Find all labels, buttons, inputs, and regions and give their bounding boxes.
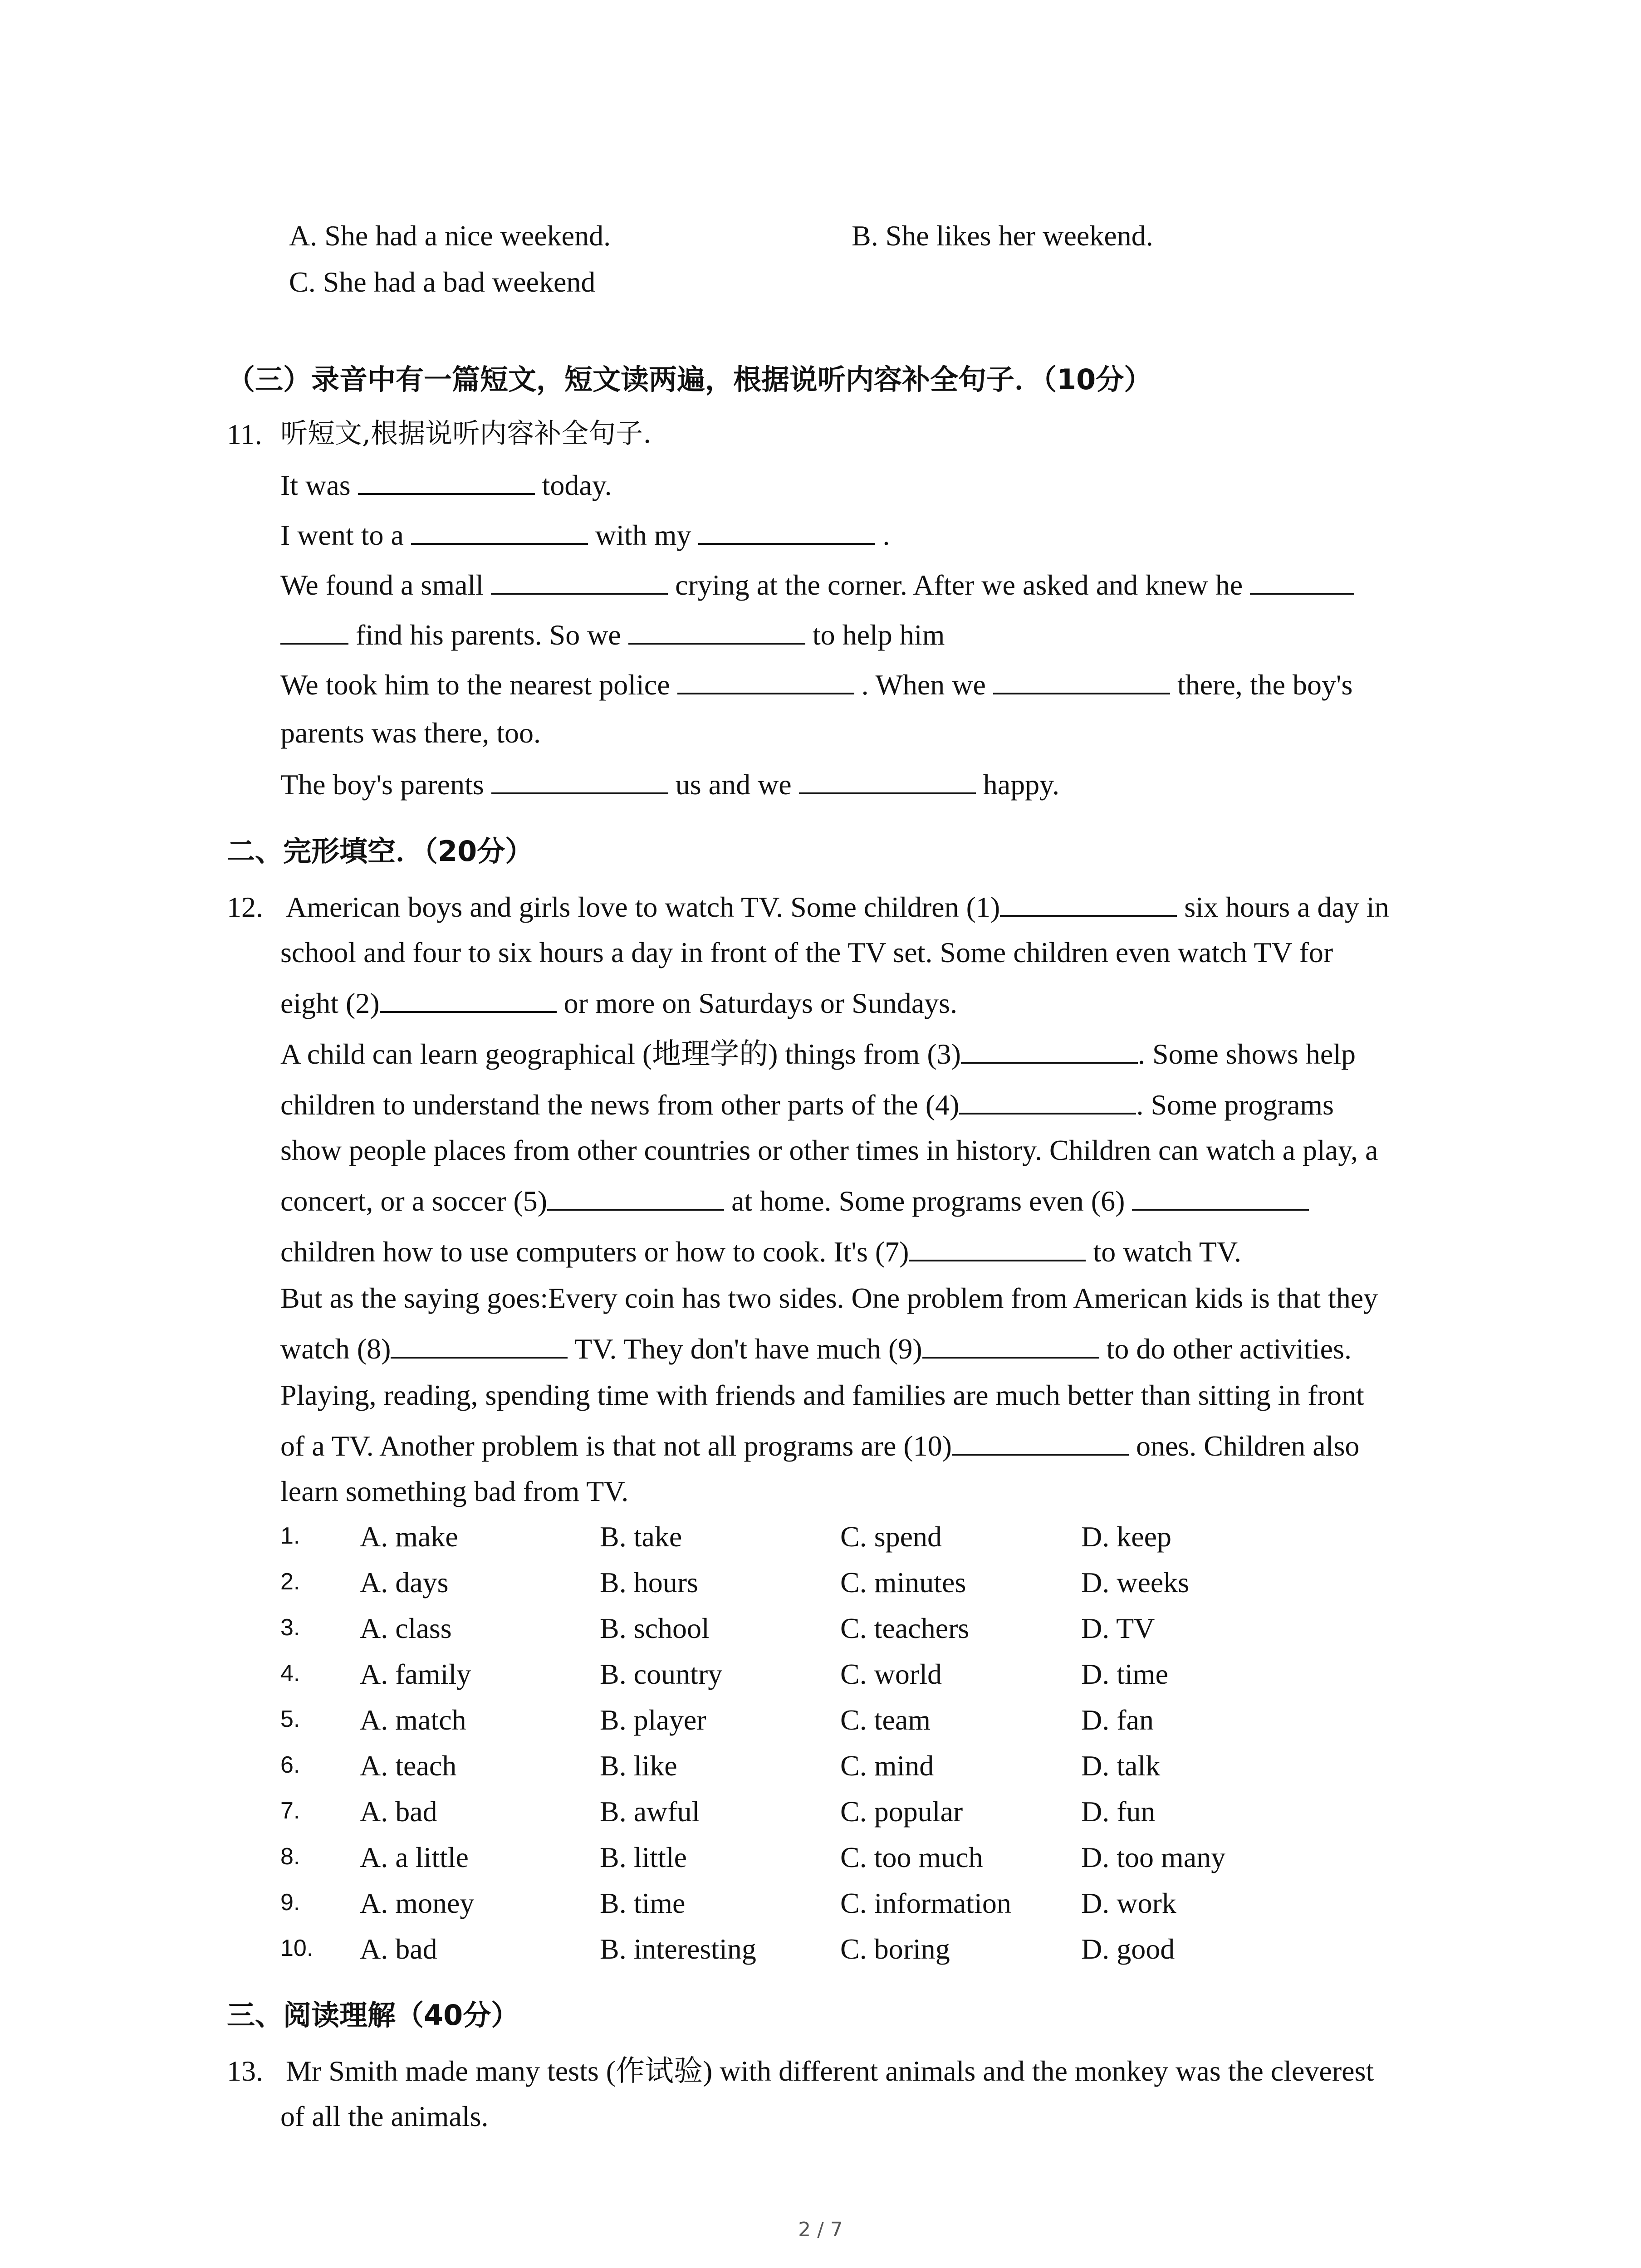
answer-blank[interactable] xyxy=(922,1337,1099,1359)
q11-line-2: I went to a with my . xyxy=(280,519,890,551)
option-a[interactable]: A. class xyxy=(360,1612,452,1644)
option-b[interactable]: B. player xyxy=(600,1704,706,1736)
passage-line: But as the saying goes:Every coin has two sides. One problem from American kids is that they xyxy=(280,1282,1378,1314)
q11-line-6: parents was there, too. xyxy=(280,717,541,749)
option-c[interactable]: C. world xyxy=(840,1658,942,1690)
answer-blank[interactable] xyxy=(491,772,668,794)
option-c[interactable]: C. too much xyxy=(840,1841,983,1873)
passage-line: learn something bad from TV. xyxy=(280,1475,629,1507)
option-c[interactable]: C. mind xyxy=(840,1750,934,1782)
option-d[interactable]: D. TV xyxy=(1081,1612,1155,1644)
answer-blank[interactable] xyxy=(677,673,854,694)
answer-blank[interactable] xyxy=(1250,573,1354,595)
option-a[interactable]: A. money xyxy=(360,1887,475,1919)
option-b[interactable]: B. like xyxy=(600,1750,677,1782)
option-number: 2. xyxy=(280,1569,300,1595)
section-heading-listening: （三）录音中有一篇短文，短文读两遍，根据说听内容补全句子．（10分） xyxy=(227,363,1152,396)
q11-line-1: It was today. xyxy=(280,469,612,501)
option-a[interactable]: A. match xyxy=(360,1704,466,1736)
option-d[interactable]: D. weeks xyxy=(1081,1566,1190,1598)
option-b[interactable]: B. little xyxy=(600,1841,687,1873)
answer-blank[interactable] xyxy=(698,523,875,545)
question-prompt: 听短文,根据说听内容补全句子. xyxy=(280,418,652,450)
option-d[interactable]: D. time xyxy=(1081,1658,1168,1690)
answer-blank[interactable] xyxy=(391,1337,568,1359)
option-number: 4. xyxy=(280,1660,300,1686)
answer-blank[interactable] xyxy=(547,1189,724,1211)
option-b[interactable]: B. country xyxy=(600,1658,723,1690)
option-a[interactable]: A. family xyxy=(360,1658,471,1690)
page-number: 2 / 7 xyxy=(798,2218,843,2241)
option-number: 6. xyxy=(280,1752,300,1778)
answer-blank[interactable] xyxy=(993,673,1170,694)
passage-line: of all the animals. xyxy=(280,2100,489,2132)
question-number: 12. xyxy=(227,891,263,923)
option-b[interactable]: B. time xyxy=(600,1887,686,1919)
passage-line: show people places from other countries or other times in history. Children can watch a play, a xyxy=(280,1134,1378,1166)
answer-blank[interactable] xyxy=(961,1042,1138,1064)
section-heading-reading: 三、阅读理解（40分） xyxy=(227,1999,519,2032)
option-number: 7. xyxy=(280,1798,300,1824)
answer-blank[interactable] xyxy=(1000,895,1177,917)
passage-line: Playing, reading, spending time with friends and families are much better than sitting in front xyxy=(280,1379,1364,1411)
option-number: 10. xyxy=(280,1935,314,1961)
passage-line: of a TV. Another problem is that not all programs are (10) ones. Children also xyxy=(280,1430,1360,1462)
option-c[interactable]: C. spend xyxy=(840,1520,942,1553)
option-b[interactable]: B. take xyxy=(600,1520,682,1553)
q11-line-5: We took him to the nearest police . When we there, the boy's xyxy=(280,669,1353,701)
option-a[interactable]: A. days xyxy=(360,1566,449,1598)
q11-line-4: find his parents. So we to help him xyxy=(280,621,945,650)
option-d[interactable]: D. keep xyxy=(1081,1520,1172,1553)
answer-blank[interactable] xyxy=(380,991,557,1013)
option-d[interactable]: D. fan xyxy=(1081,1704,1154,1736)
option-d[interactable]: D. good xyxy=(1081,1933,1175,1965)
option-b[interactable]: B. awful xyxy=(600,1795,700,1828)
passage-line: watch (8) TV. They don't have much (9) to do other activities. xyxy=(280,1333,1352,1365)
question-number: 11. xyxy=(227,418,262,450)
option-d[interactable]: D. too many xyxy=(1081,1841,1226,1873)
option-b[interactable]: B. hours xyxy=(600,1566,698,1598)
option-c[interactable]: C. minutes xyxy=(840,1566,966,1598)
option-number: 5. xyxy=(280,1706,300,1732)
option-a[interactable]: A. a little xyxy=(360,1841,469,1873)
option-b[interactable]: B. school xyxy=(600,1612,710,1644)
option-number: 1. xyxy=(280,1523,300,1549)
passage-line: A child can learn geographical (地理学的) things from (3) . Some shows help xyxy=(280,1038,1356,1070)
q10-option-a: A. She had a nice weekend. xyxy=(289,220,611,252)
answer-blank[interactable] xyxy=(411,523,588,545)
answer-blank[interactable] xyxy=(959,1093,1136,1114)
option-c[interactable]: C. boring xyxy=(840,1933,950,1965)
option-c[interactable]: C. popular xyxy=(840,1795,963,1828)
answer-blank[interactable] xyxy=(280,623,348,645)
option-number: 3. xyxy=(280,1614,300,1641)
option-d[interactable]: D. fun xyxy=(1081,1795,1156,1828)
option-a[interactable]: A. bad xyxy=(360,1933,437,1965)
option-a[interactable]: A. teach xyxy=(360,1750,457,1782)
passage-line: Mr Smith made many tests (作试验) with different animals and the monkey was the cleverest xyxy=(286,2055,1374,2087)
answer-blank[interactable] xyxy=(491,573,668,595)
option-d[interactable]: D. talk xyxy=(1081,1750,1161,1782)
section-heading-cloze: 二、完形填空．（20分） xyxy=(227,835,534,868)
passage-line: children to understand the news from other parts of the (4) . Some programs xyxy=(280,1089,1334,1121)
passage-line: eight (2) or more on Saturdays or Sundays. xyxy=(280,987,958,1019)
option-d[interactable]: D. work xyxy=(1081,1887,1176,1919)
passage-line: school and four to six hours a day in front of the TV set. Some children even watch TV for xyxy=(280,936,1333,968)
option-c[interactable]: C. team xyxy=(840,1704,931,1736)
option-c[interactable]: C. teachers xyxy=(840,1612,970,1644)
q11-line-7: The boy's parents us and we happy. xyxy=(280,768,1059,801)
q10-option-b: B. She likes her weekend. xyxy=(852,220,1153,252)
q11-line-3: We found a small crying at the corner. After we asked and knew he xyxy=(280,571,1354,600)
option-b[interactable]: B. interesting xyxy=(600,1933,756,1965)
passage-line: concert, or a soccer (5) at home. Some programs even (6) xyxy=(280,1187,1309,1216)
answer-blank[interactable] xyxy=(909,1240,1086,1261)
option-number: 9. xyxy=(280,1889,300,1916)
answer-blank[interactable] xyxy=(952,1434,1129,1456)
answer-blank[interactable] xyxy=(628,623,805,645)
answer-blank[interactable] xyxy=(799,772,976,794)
option-a[interactable]: A. make xyxy=(360,1520,458,1553)
q10-option-c: C. She had a bad weekend xyxy=(289,266,596,298)
option-c[interactable]: C. information xyxy=(840,1887,1011,1919)
answer-blank[interactable] xyxy=(358,473,535,495)
passage-line: American boys and girls love to watch TV. Some children (1) six hours a day in xyxy=(286,891,1389,923)
passage-line: children how to use computers or how to cook. It's (7) to watch TV. xyxy=(280,1236,1241,1268)
option-a[interactable]: A. bad xyxy=(360,1795,437,1828)
question-number: 13. xyxy=(227,2055,263,2087)
answer-blank[interactable] xyxy=(1132,1189,1309,1211)
option-number: 8. xyxy=(280,1843,300,1870)
